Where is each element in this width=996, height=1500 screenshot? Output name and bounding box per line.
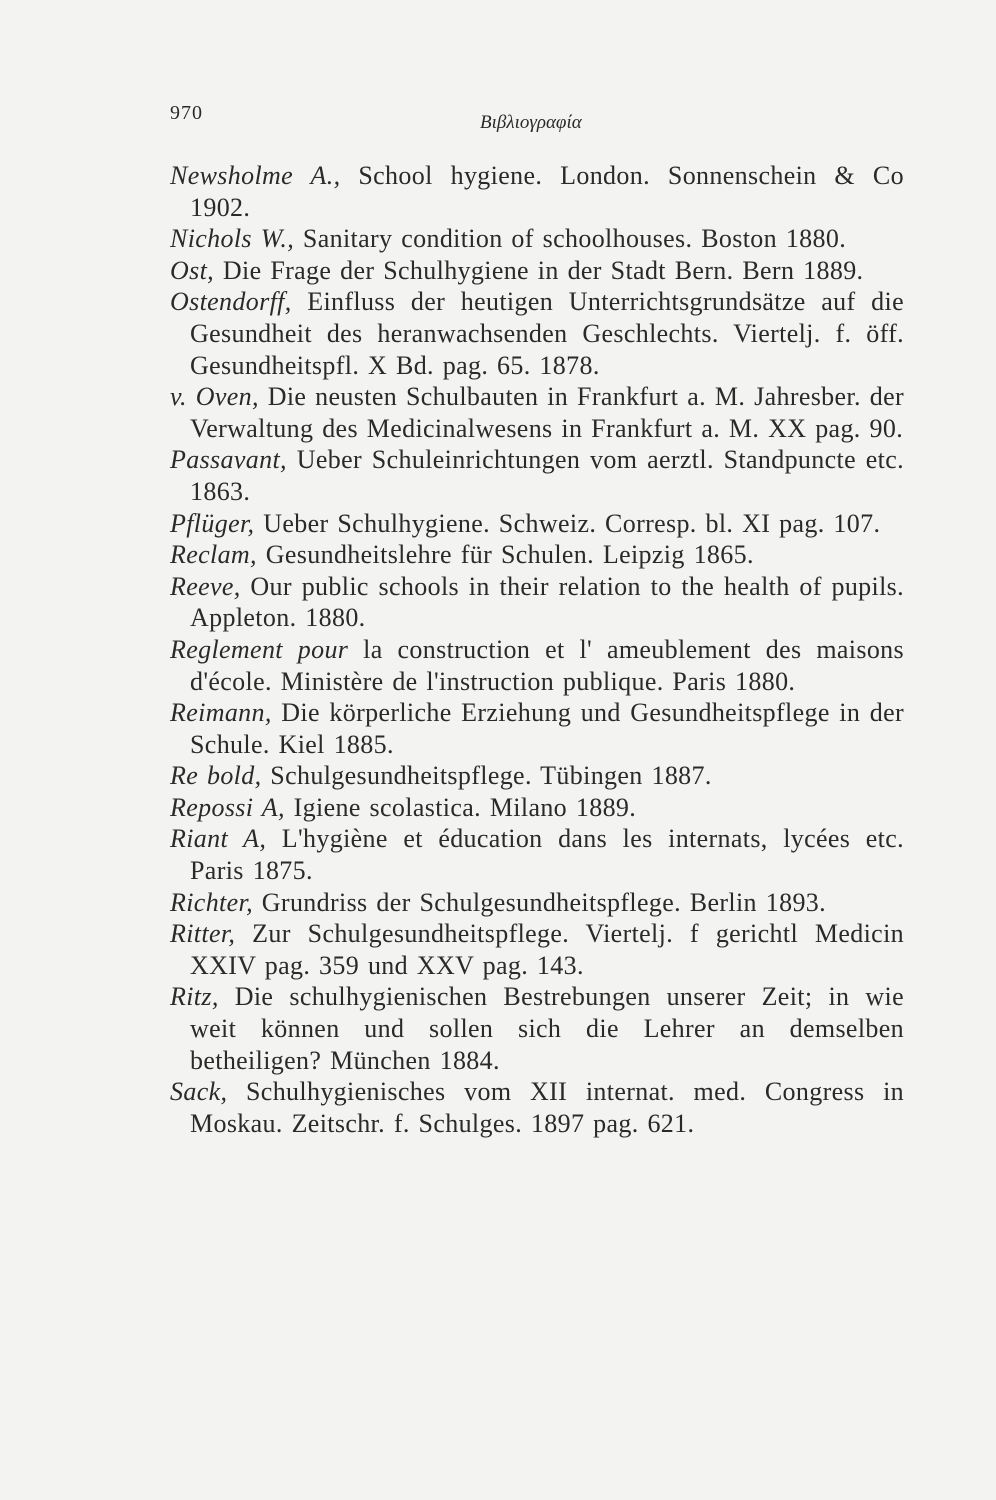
bibliography-entry — [170, 508, 904, 540]
entry-author: Riant A, — [170, 824, 267, 854]
entry-text: School hygiene. London. Sonnenschein & Co 1902. — [190, 161, 904, 222]
entry-text: Zur Schulgesundheitspflege. Viertelj. f gerichtl Medicin XXIV pag. 359 und XXV pag. 143. — [190, 919, 904, 980]
entry-text: Sanitary condition of schoolhouses. Boston 1880. — [294, 224, 847, 254]
entry-text: Schulgesundheitspflege. Tübingen 1887. — [261, 761, 712, 791]
entry-text: L'hygiène et éducation dans les internats, lycées etc. Paris 1875. — [190, 824, 904, 886]
bibliography-entry — [170, 760, 904, 792]
entry-text: Schulhygienisches vom XII internat. med. Congress in Moskau. Zeitschr. f. Schulges. 1897 pag. 621. — [190, 1077, 904, 1138]
bibliography-list — [170, 160, 904, 1139]
page-number: 970 — [170, 102, 203, 124]
entry-author: Richter, — [170, 887, 253, 917]
bibliography-entry — [170, 887, 904, 919]
bibliography-entry — [170, 697, 904, 760]
bibliography-entry — [170, 539, 904, 571]
entry-author: Reglement pour — [170, 634, 349, 664]
bibliography-entry — [170, 823, 904, 886]
entry-author: Re bold, — [170, 761, 262, 791]
entry-author: Ostendorff, — [170, 287, 292, 317]
entry-author: Passavant, — [170, 445, 287, 475]
entry-author: Ost, — [170, 255, 215, 285]
entry-text: Igiene scolastica. Milano 1889. — [284, 792, 637, 822]
bibliography-entry — [170, 286, 904, 381]
bibliography-entry — [170, 444, 904, 507]
bibliography-entry — [170, 1076, 904, 1139]
entry-text: Ueber Schuleinrichtungen vom aerztl. Standpuncte etc. 1863. — [190, 445, 904, 506]
entry-text: la construction et l' ameublement des maisons d'école. Ministère de l'instruction publique. Paris 1880. — [190, 634, 904, 696]
entry-author: Sack, — [170, 1077, 228, 1107]
entry-author: Nichols W., — [170, 224, 295, 254]
entry-text: Grundriss der Schulgesundheitspflege. Berlin 1893. — [252, 887, 826, 917]
entry-author: Pflüger, — [170, 508, 255, 538]
bibliography-entry — [170, 160, 904, 223]
entry-author: Repossi A, — [170, 792, 285, 822]
bibliography-entry — [170, 981, 904, 1076]
entry-author: Reeve, — [170, 571, 241, 601]
bibliography-entry — [170, 634, 904, 697]
entry-text: Die körperliche Erziehung und Gesundheitspflege in der Schule. Kiel 1885. — [190, 698, 904, 759]
entry-text: Our public schools in their relation to the health of pupils. Appleton. 1880. — [190, 571, 904, 633]
entry-text: Die schulhygienischen Bestrebungen unserer Zeit; in wie weit können und sollen sich die Lehrer an demselben betheiligen? München 1884. — [190, 982, 904, 1075]
entry-author: v. Oven, — [170, 382, 259, 412]
entry-text: Ueber Schulhygiene. Schweiz. Corresp. bl. XI pag. 107. — [254, 508, 881, 538]
bibliography-entry — [170, 223, 904, 255]
bibliography-entry — [170, 571, 904, 634]
bibliography-entry — [170, 255, 904, 287]
entry-author: Ritter, — [170, 919, 236, 949]
entry-author: Reimann, — [170, 698, 272, 728]
entry-text: Einfluss der heutigen Unterrichtsgrundsätze auf die Gesundheit des heranwachsenden Geschlechts. Viertelj. f. öff. Gesundheitspfl. X Bd. pag. 65. 1878. — [190, 287, 904, 380]
running-title: Βιβλιογραφία — [480, 112, 582, 133]
bibliography-entry — [170, 918, 904, 981]
bibliography-entry — [170, 381, 904, 444]
entry-author: Newsholme A., — [170, 161, 341, 190]
bibliography-entry — [170, 792, 904, 824]
entry-author: Reclam, — [170, 540, 257, 570]
entry-text: Die neusten Schulbauten in Frankfurt a. M. Jahresber. der Verwaltung des Medicinalwesens in Frankfurt a. M. XX pag. 90. — [190, 382, 904, 443]
entry-text: Die Frage der Schulhygiene in der Stadt Bern. Bern 1889. — [214, 255, 864, 285]
entry-text: Gesundheitslehre für Schulen. Leipzig 1865. — [256, 540, 754, 570]
entry-author: Ritz, — [170, 982, 219, 1012]
